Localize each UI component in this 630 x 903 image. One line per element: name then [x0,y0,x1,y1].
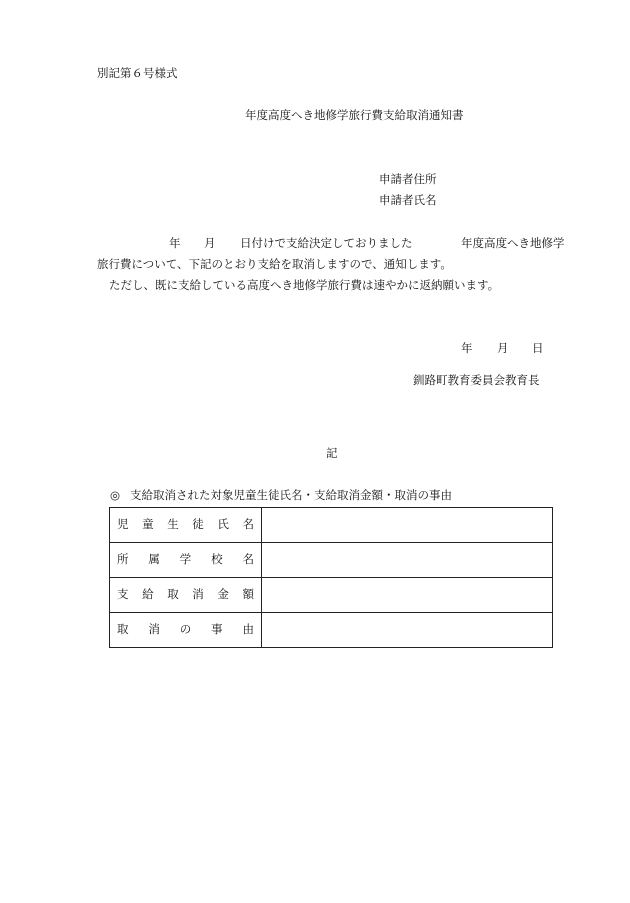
row-label [110,543,262,578]
label-char: 徒 [192,517,204,532]
body-paragraph-line-1 [0,238,630,252]
form-number-label: 別記第６号様式 [97,66,178,80]
label-char: 名 [242,552,254,567]
row-label-text [117,624,254,636]
school-name-row [110,543,553,578]
label-char: 氏 [217,517,229,532]
row-value-cell[interactable] [262,613,553,648]
label-char: 童 [142,517,154,532]
label-char: 生 [167,517,179,532]
label-char: 消 [192,587,204,602]
body-paragraph-line-3: ただし、既に支給している高度へき地修学旅行費は速やかに返納願います。 [109,278,500,292]
label-char: 属 [148,552,160,567]
label-char: 由 [242,622,254,637]
document-title: 年度高度へき地修学旅行費支給取消通知書 [245,108,464,122]
applicant-name-label: 申請者氏名 [379,193,437,207]
cancel-amount-row [110,578,553,613]
applicant-address-label: 申請者住所 [379,172,437,186]
ki-heading: 記 [326,446,338,460]
label-char: 額 [242,587,254,602]
label-char: 所 [117,552,129,567]
label-char: 取 [117,622,129,637]
row-value-cell[interactable] [262,578,553,613]
label-char: 取 [167,587,179,602]
issuer-name: 釧路町教育委員会教育長 [413,373,540,387]
label-char: 学 [179,552,192,567]
row-label-text [117,589,254,601]
row-value-cell[interactable] [262,543,553,578]
details-heading-text: 支給取消された対象児童生徒氏名・支給取消金額・取消の事由 [130,488,453,502]
label-char: の [179,622,192,637]
student-name-row [110,508,553,543]
notice-date [0,343,630,357]
row-label [110,508,262,543]
date-year-label: 年 [461,341,473,355]
row-label-text [117,519,254,531]
row-label-text [117,554,254,566]
label-char: 事 [211,622,223,637]
label-char: 金 [217,587,229,602]
double-circle-icon: ◎ [110,488,121,502]
cancel-reason-row [110,613,553,648]
decision-year-label: 年 [169,236,181,250]
label-char: 消 [148,622,160,637]
details-heading [110,490,452,502]
row-label [110,613,262,648]
decision-day-text: 日付けで支給決定しておりました [240,236,413,250]
decision-month-label: 月 [204,236,216,250]
label-char: 支 [117,587,129,602]
date-day-label: 日 [532,341,544,355]
details-table [109,507,553,648]
fiscal-year-text: 年度高度へき地修学 [461,236,565,250]
row-label [110,578,262,613]
row-value-cell[interactable] [262,508,553,543]
label-char: 名 [242,517,254,532]
label-char: 給 [142,587,154,602]
label-char: 校 [211,552,223,567]
label-char: 児 [117,517,129,532]
date-month-label: 月 [497,341,509,355]
body-paragraph-line-2: 旅行費について、下記のとおり支給を取消しますので、通知します。 [97,257,452,271]
